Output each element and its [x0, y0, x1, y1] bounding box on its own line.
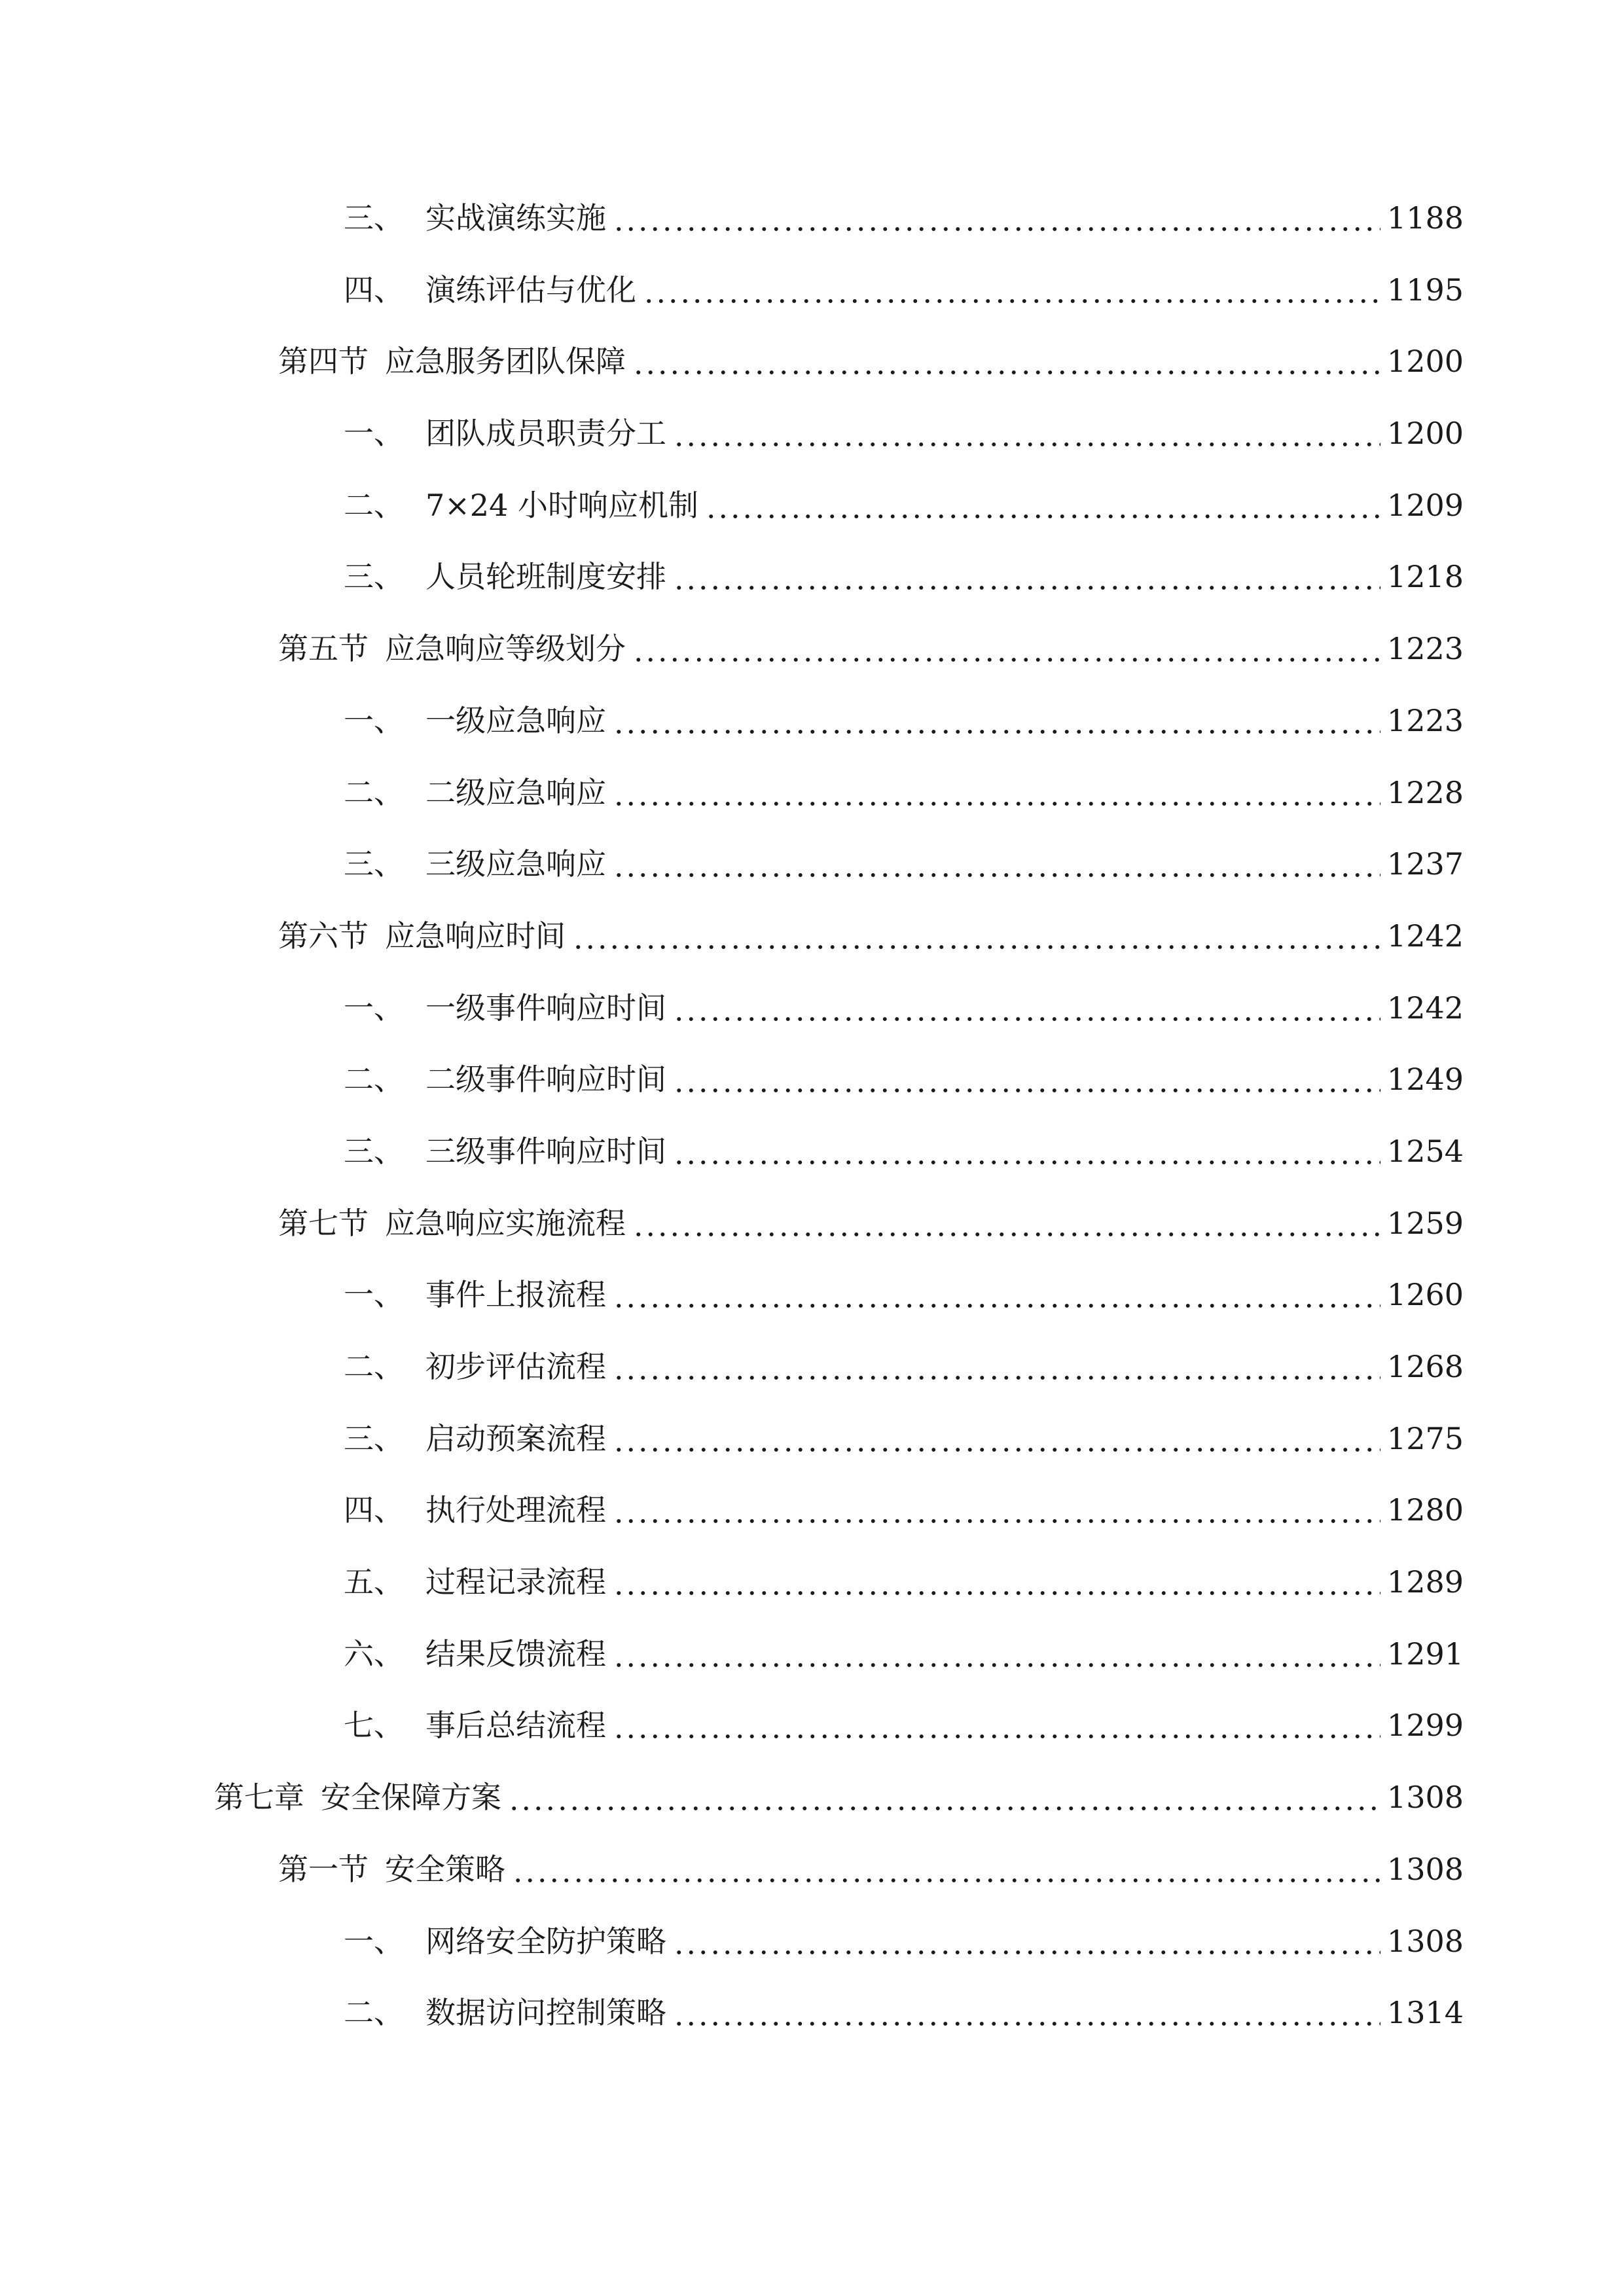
toc-entry[interactable] — [0, 1547, 1624, 1619]
dot-leader — [632, 341, 1380, 382]
toc-entry-number: 第一节 — [278, 1851, 369, 1887]
dot-leader — [673, 1131, 1380, 1172]
toc-entry-number: 一、 — [344, 416, 404, 452]
toc-entry[interactable] — [0, 901, 1624, 973]
toc-entry[interactable] — [0, 471, 1624, 543]
dot-leader — [508, 1777, 1380, 1818]
toc-entry[interactable] — [0, 1475, 1624, 1547]
dot-leader — [673, 1059, 1380, 1100]
toc-entry-number: 六、 — [344, 1636, 404, 1672]
toc-entry-page: 1308 — [1386, 1923, 1464, 1959]
toc-entry-title: 初步评估流程 — [425, 1349, 606, 1384]
toc-entry-number: 二、 — [344, 487, 404, 523]
toc-entry[interactable] — [0, 399, 1624, 471]
toc-entry-title: 应急响应实施流程 — [385, 1205, 626, 1241]
dot-leader — [613, 1562, 1380, 1602]
dot-leader — [632, 1203, 1380, 1244]
toc-entry-number: 一、 — [344, 702, 404, 738]
toc-entry-page: 1200 — [1386, 416, 1464, 452]
toc-entry-page: 1275 — [1386, 1420, 1464, 1456]
dot-leader — [512, 1849, 1380, 1890]
toc-entry[interactable] — [0, 1404, 1624, 1476]
toc-entry-title: 结果反馈流程 — [425, 1636, 606, 1672]
toc-entry-page: 1291 — [1386, 1636, 1464, 1672]
dot-leader — [613, 1705, 1380, 1746]
dot-leader — [613, 772, 1380, 813]
toc-entry-title: 一级事件响应时间 — [425, 990, 666, 1026]
toc-entry-number: 二、 — [344, 1995, 404, 2031]
dot-leader — [673, 556, 1380, 597]
toc-entry-number: 一、 — [344, 1277, 404, 1313]
toc-entry[interactable] — [0, 1907, 1624, 1979]
toc-entry-page: 1289 — [1386, 1564, 1464, 1600]
dot-leader — [673, 413, 1380, 454]
toc-entry-page: 1249 — [1386, 1062, 1464, 1098]
toc-entry-number: 三、 — [344, 559, 404, 595]
toc-entry-title: 数据访问控制策略 — [425, 1995, 666, 2031]
toc-entry[interactable] — [0, 1691, 1624, 1763]
dot-leader — [572, 916, 1380, 956]
toc-entry-number: 第七节 — [278, 1205, 369, 1241]
dot-leader — [613, 700, 1380, 741]
toc-entry-page: 1188 — [1386, 200, 1464, 236]
toc-entry-number: 三、 — [344, 200, 404, 236]
toc-entry-number: 三、 — [344, 846, 404, 882]
toc-entry-title: 过程记录流程 — [425, 1564, 606, 1600]
toc-entry-title: 事件上报流程 — [425, 1277, 606, 1313]
dot-leader — [673, 988, 1380, 1028]
toc-entry-number: 五、 — [344, 1564, 404, 1600]
dot-leader — [613, 1346, 1380, 1387]
toc-entry[interactable] — [0, 1763, 1624, 1835]
toc-entry-number: 第五节 — [278, 631, 369, 667]
toc-entry[interactable] — [0, 614, 1624, 686]
toc-entry-number: 二、 — [344, 1062, 404, 1098]
dot-leader — [613, 1634, 1380, 1674]
toc-entry[interactable] — [0, 829, 1624, 901]
toc-entry[interactable] — [0, 1978, 1624, 2050]
toc-entry-title: 三级事件响应时间 — [425, 1133, 666, 1169]
toc-entry-number: 第七章 — [214, 1780, 304, 1816]
toc-entry-title: 启动预案流程 — [425, 1420, 606, 1456]
toc-entry-number: 一、 — [344, 990, 404, 1026]
toc-entry-page: 1260 — [1386, 1277, 1464, 1313]
toc-entry[interactable] — [0, 542, 1624, 614]
toc-entry[interactable] — [0, 183, 1624, 255]
toc-entry-title: 演练评估与优化 — [425, 272, 636, 308]
toc-entry-number: 四、 — [344, 1492, 404, 1528]
toc-entry-title: 7×24 小时响应机制 — [425, 487, 698, 523]
toc-entry-title: 安全策略 — [385, 1851, 505, 1887]
toc-entry-page: 1223 — [1386, 631, 1464, 667]
toc-entry-title: 应急服务团队保障 — [385, 344, 626, 380]
toc-entry-page: 1237 — [1386, 846, 1464, 882]
toc-entry-number: 第六节 — [278, 918, 369, 954]
toc-entry-page: 1314 — [1386, 1995, 1464, 2031]
toc-entry[interactable] — [0, 1332, 1624, 1404]
toc-entry-title: 二级事件响应时间 — [425, 1062, 666, 1098]
table-of-contents — [0, 183, 1624, 2050]
toc-entry[interactable] — [0, 1117, 1624, 1189]
toc-entry[interactable] — [0, 973, 1624, 1045]
toc-entry-number: 一、 — [344, 1923, 404, 1959]
toc-entry-page: 1195 — [1386, 272, 1464, 308]
toc-entry-page: 1308 — [1386, 1851, 1464, 1887]
toc-entry-number: 七、 — [344, 1708, 404, 1744]
toc-entry-page: 1200 — [1386, 344, 1464, 380]
toc-entry[interactable] — [0, 1619, 1624, 1691]
toc-entry-number: 第四节 — [278, 344, 369, 380]
toc-entry[interactable] — [0, 1260, 1624, 1332]
toc-entry-title: 网络安全防护策略 — [425, 1923, 666, 1959]
toc-entry-page: 1254 — [1386, 1133, 1464, 1169]
dot-leader — [613, 198, 1380, 238]
toc-entry-page: 1268 — [1386, 1349, 1464, 1384]
dot-leader — [613, 1490, 1380, 1530]
toc-entry[interactable] — [0, 758, 1624, 830]
toc-entry-number: 二、 — [344, 774, 404, 810]
toc-entry-page: 1223 — [1386, 702, 1464, 738]
toc-entry-title: 三级应急响应 — [425, 846, 606, 882]
toc-entry-title: 应急响应时间 — [385, 918, 566, 954]
toc-entry[interactable] — [0, 255, 1624, 327]
toc-entry-number: 四、 — [344, 272, 404, 308]
toc-entry-title: 应急响应等级划分 — [385, 631, 626, 667]
dot-leader — [613, 844, 1380, 884]
dot-leader — [632, 628, 1380, 669]
toc-entry[interactable] — [0, 1045, 1624, 1117]
dot-leader — [673, 1921, 1380, 1962]
toc-entry-page: 1280 — [1386, 1492, 1464, 1528]
toc-entry-title: 事后总结流程 — [425, 1708, 606, 1744]
toc-entry-number: 三、 — [344, 1420, 404, 1456]
dot-leader — [673, 1992, 1380, 2033]
toc-entry-page: 1299 — [1386, 1708, 1464, 1744]
toc-entry-page: 1228 — [1386, 774, 1464, 810]
toc-entry[interactable] — [0, 686, 1624, 758]
toc-entry-page: 1308 — [1386, 1780, 1464, 1816]
toc-entry[interactable] — [0, 1835, 1624, 1907]
dot-leader — [613, 1418, 1380, 1459]
toc-entry-title: 执行处理流程 — [425, 1492, 606, 1528]
dot-leader — [613, 1274, 1380, 1315]
dot-leader — [643, 270, 1380, 310]
toc-entry-title: 人员轮班制度安排 — [425, 559, 666, 595]
toc-entry-title: 实战演练实施 — [425, 200, 606, 236]
toc-entry-page: 1218 — [1386, 559, 1464, 595]
toc-entry-number: 二、 — [344, 1349, 404, 1384]
toc-entry-page: 1242 — [1386, 990, 1464, 1026]
toc-entry-number: 三、 — [344, 1133, 404, 1169]
toc-entry-page: 1242 — [1386, 918, 1464, 954]
toc-entry-title: 团队成员职责分工 — [425, 416, 666, 452]
toc-entry-title: 二级应急响应 — [425, 774, 606, 810]
dot-leader — [705, 485, 1380, 526]
toc-entry-title: 一级应急响应 — [425, 702, 606, 738]
toc-entry-page: 1209 — [1386, 487, 1464, 523]
toc-entry[interactable] — [0, 1189, 1624, 1261]
toc-entry-page: 1259 — [1386, 1205, 1464, 1241]
toc-entry[interactable] — [0, 327, 1624, 399]
toc-entry-title: 安全保障方案 — [321, 1780, 501, 1816]
